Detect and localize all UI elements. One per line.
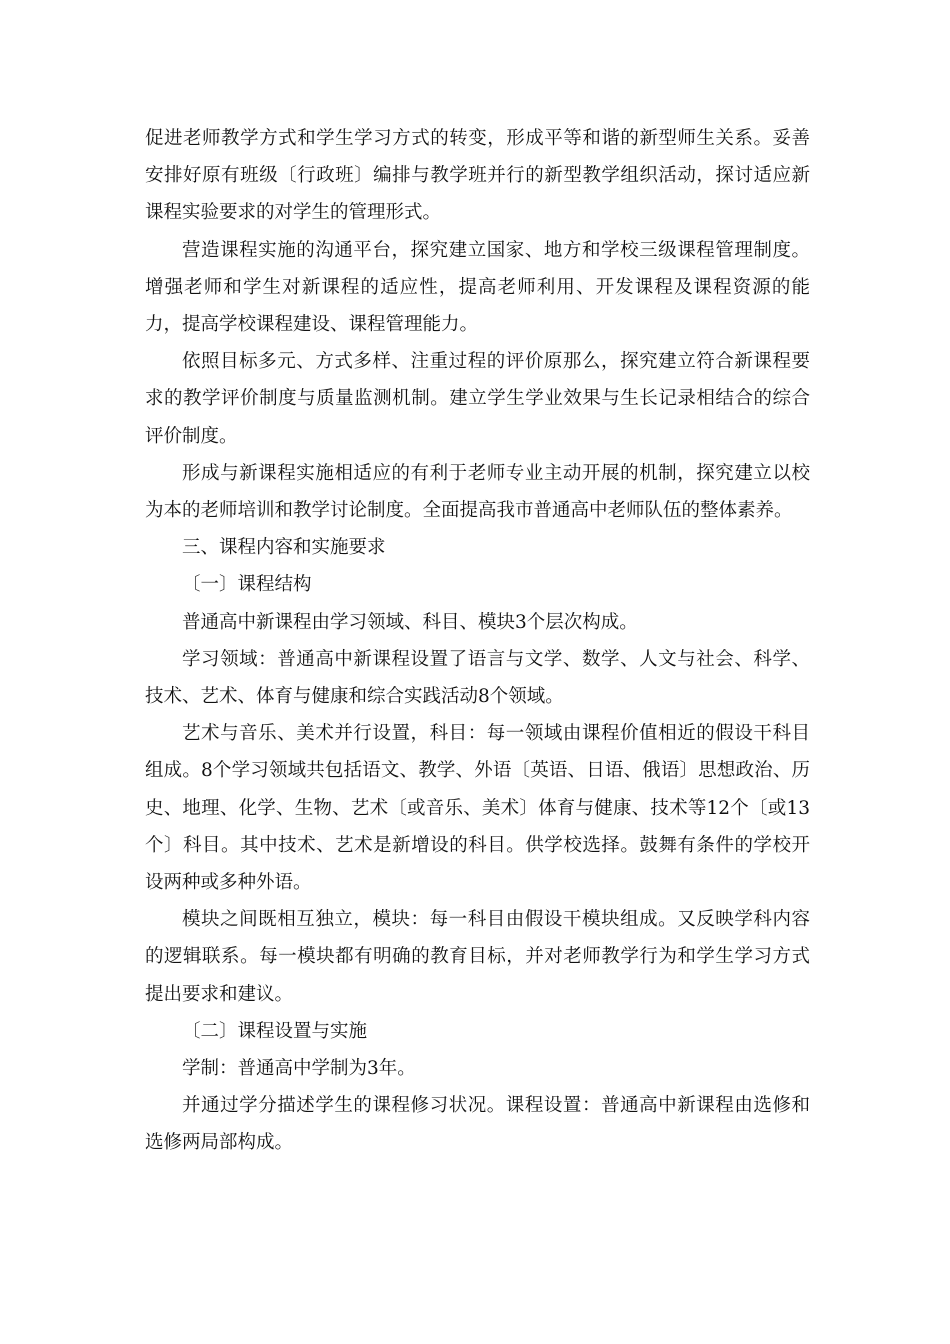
paragraph-2: 营造课程实施的沟通平台，探究建立国家、地方和学校三级课程管理制度。增强老师和学生对新课程的适应性，提高老师利用、开发课程及课程资源的能力，提高学校课程建设、课程管理能力。 (145, 239, 810, 336)
subsection-heading-2: 〔二〕课程设置与实施 (182, 1020, 368, 1042)
subsection-heading-1: 〔一〕课程结构 (182, 574, 312, 596)
paragraph-9: 艺术与音乐、美术并行设置，科目：每一领域由课程价值相近的假设干科目组成。8个学习领域共包括语文、教学、外语〔英语、日语、俄语〕思想政治、历史、地理、化学、生物、艺术〔或音乐、美术〕体育与健康、技术等12个〔或13个〕科目。其中技术、艺术是新增设的科目。供学校选择。鼓舞有条件的学校开设两种或多种外语。 (145, 723, 810, 894)
paragraph-8: 学习领域：普通高中新课程设置了语言与文学、数学、人文与社会、科学、技术、艺术、体育与健康和综合实践活动8个领域。 (145, 648, 810, 708)
paragraph-1: 促进老师教学方式和学生学习方式的转变，形成平等和谐的新型师生关系。妥善安排好原有班级〔行政班〕编排与教学班并行的新型教学组织活动，探讨适应新课程实验要求的对学生的管理形式。 (145, 128, 810, 224)
section-heading-3: 三、课程内容和实施要求 (182, 537, 386, 559)
paragraph-4: 形成与新课程实施相适应的有利于老师专业主动开展的机制，探究建立以校为本的老师培训和教学讨论制度。全面提高我市普通高中老师队伍的整体素养。 (145, 462, 810, 522)
paragraph-7: 普通高中新课程由学习领域、科目、模块3个层次构成。 (182, 611, 638, 633)
paragraph-10: 模块之间既相互独立，模块：每一科目由假设干模块组成。又反映学科内容的逻辑联系。每一模块都有明确的教育目标，并对老师教学行为和学生学习方式提出要求和建议。 (145, 909, 810, 1005)
paragraph-12: 学制：普通高中学制为3年。 (182, 1058, 416, 1080)
paragraph-3: 依照目标多元、方式多样、注重过程的评价原那么，探究建立符合新课程要求的教学评价制度与质量监测机制。建立学生学业效果与生长记录相结合的综合评价制度。 (145, 351, 810, 447)
paragraph-13: 并通过学分描述学生的课程修习状况。课程设置：普通高中新课程由选修和选修两局部构成。 (145, 1095, 810, 1154)
document-body (145, 120, 810, 1162)
